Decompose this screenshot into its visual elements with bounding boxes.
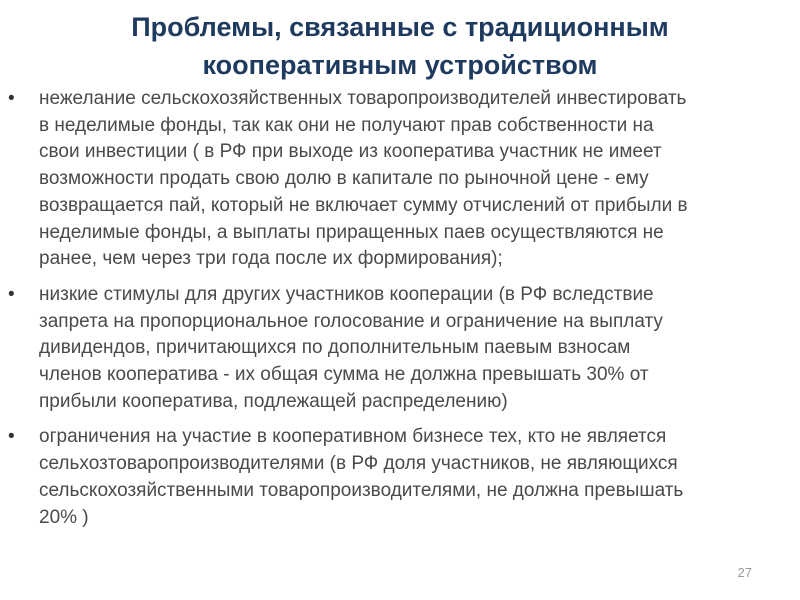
bullet-item-3 (8, 424, 790, 531)
bullet-line: ранее, чем через три года после их формирования); (39, 248, 503, 270)
bullet-text (39, 86, 790, 273)
bullet-line: низкие стимулы для других участников кооперации (в РФ вследствие (39, 283, 654, 305)
bullet-line: неделимые фонды, а выплаты приращенных паев осуществляются не (39, 221, 664, 243)
bullet-line: ограничения на участие в кооперативном бизнесе тех, кто не является (39, 426, 667, 448)
slide-title (40, 8, 760, 84)
bullet-line: 20% ) (39, 506, 89, 528)
bullet-line: возможности продать свою долю в капитале по рыночной цене - ему (39, 168, 649, 190)
bullet-line: сельхозтоваропроизводителями (в РФ доля участников, не являющихся (39, 453, 678, 475)
bullet-line: свои инвестиции ( в РФ при выходе из кооператива участник не имеет (39, 141, 662, 163)
bullet-icon: • (8, 426, 15, 448)
slide-title-line-1: Проблемы, связанные с традиционным (131, 12, 669, 42)
bullet-item-1 (8, 86, 790, 273)
bullet-line: возвращается пай, который не включает сумму отчислений от прибыли в (39, 194, 688, 216)
bullet-line: членов кооператива - их общая сумма не должна превышать 30% от (39, 364, 649, 386)
bullet-text (39, 282, 790, 416)
page-number: 27 (737, 565, 752, 580)
bullet-item-2 (8, 282, 790, 416)
bullet-line: прибыли кооператива, подлежащей распределению) (39, 390, 508, 412)
bullet-line: сельскохозяйственными товаропроизводителями, не должна превышать (39, 479, 684, 501)
bullet-list (8, 86, 790, 540)
bullet-line: запрета на пропорциональное голосование и ограничение на выплату (39, 310, 663, 332)
bullet-line: в неделимые фонды, так как они не получают прав собственности на (39, 114, 654, 136)
bullet-line: дивидендов, причитающихся по дополнительным паевым взносам (39, 337, 631, 359)
slide-title-line-2: кооперативным устройством (202, 50, 598, 80)
bullet-icon: • (8, 88, 15, 109)
bullet-icon: • (8, 283, 15, 305)
bullet-text (39, 424, 790, 531)
bullet-line: нежелание сельскохозяйственных товаропроизводителей инвестировать (39, 88, 687, 109)
